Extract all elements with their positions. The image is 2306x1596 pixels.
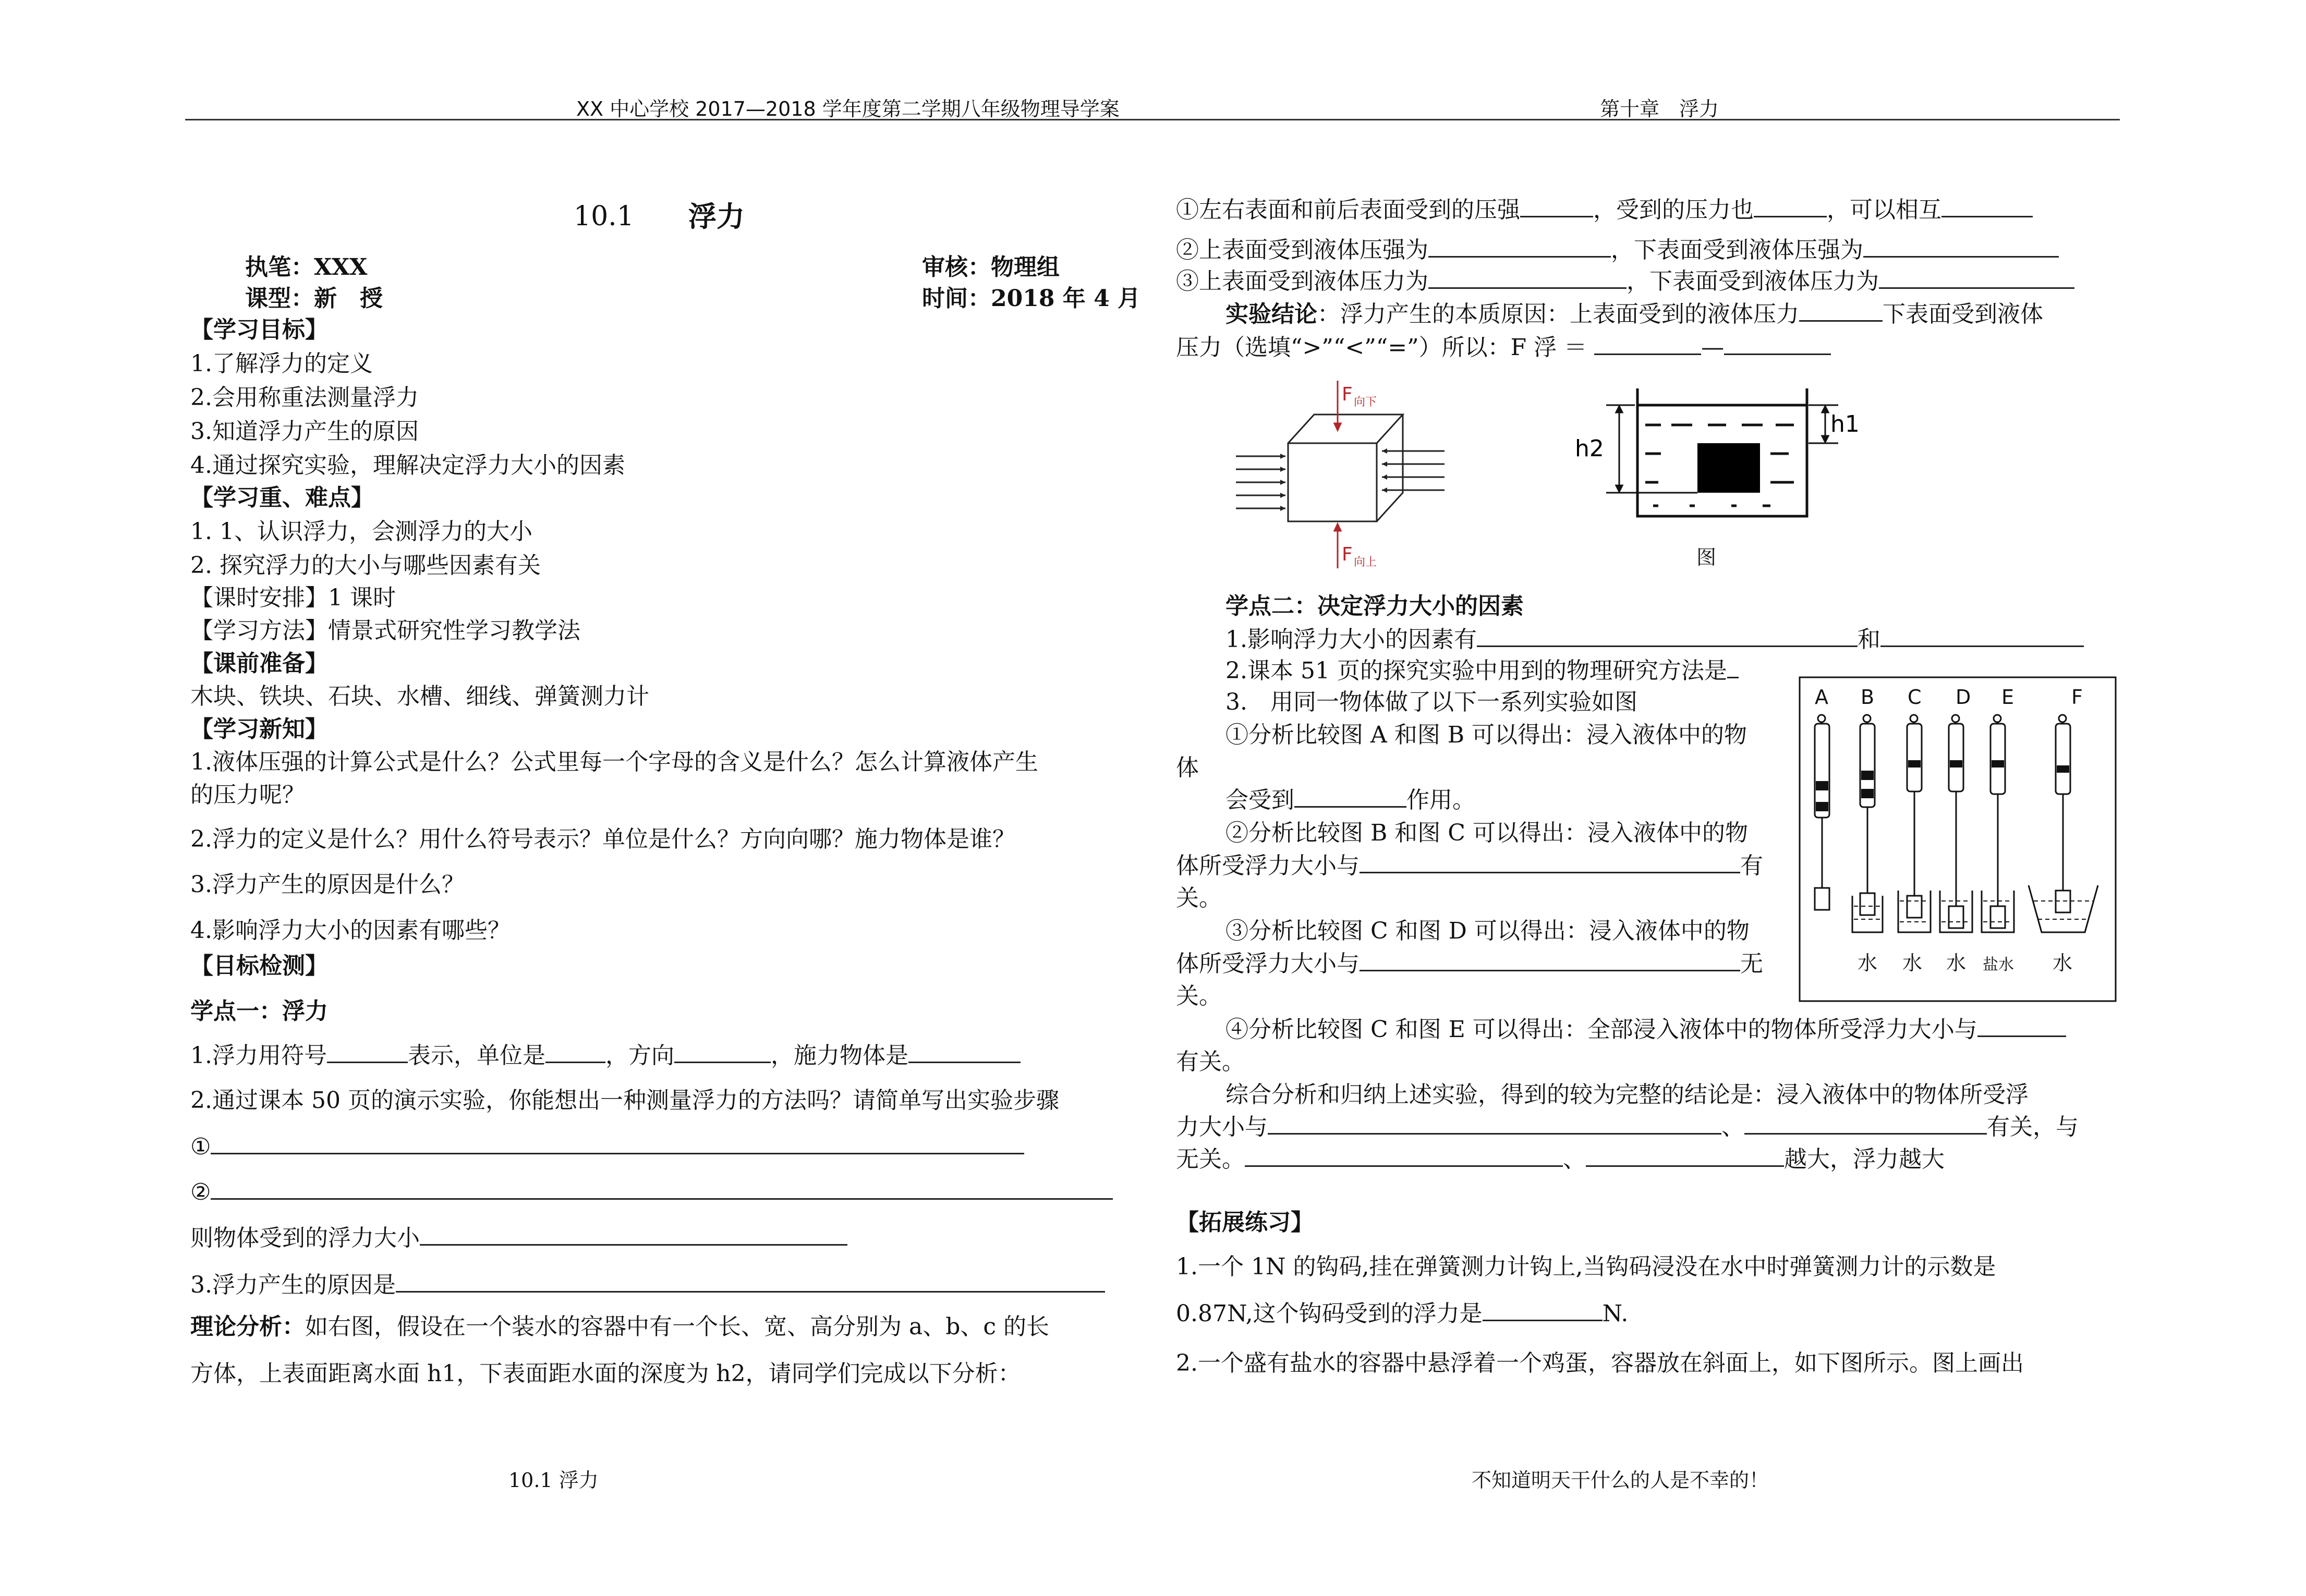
text: 和 (1857, 626, 1880, 653)
footer-section: 10.1 浮力 (508, 1469, 599, 1492)
text: 作用。 (1406, 787, 1475, 813)
cause-line (190, 1272, 1105, 1299)
text: 则物体受到的浮力大小 (190, 1225, 420, 1251)
label-d: D (1956, 686, 1971, 709)
blank[interactable] (1477, 627, 1858, 647)
beaker-f (2029, 885, 2098, 932)
text: 无关。 (1176, 1146, 1245, 1173)
blank[interactable] (1744, 1114, 1987, 1135)
text: — (1701, 334, 1725, 361)
schedule: 【课时安排】1 课时 (190, 584, 396, 611)
analysis-a3-end: 关。 (1176, 983, 1222, 1009)
blank-unit[interactable] (545, 1043, 605, 1063)
object-e (1991, 906, 2005, 928)
blank-agent[interactable] (908, 1043, 1021, 1063)
cube-top (1288, 415, 1403, 443)
study-method: 【学习方法】情景式研究性学习教学法 (190, 617, 580, 644)
figure-caption: 图 (1696, 546, 1717, 569)
blank[interactable] (1245, 1147, 1563, 1167)
theory-line-2: 方体，上表面距离水面 h1，下表面距水面的深度为 h2，请同学们完成以下分析： (190, 1360, 1021, 1387)
text: 1.浮力用符号 (190, 1042, 327, 1069)
analysis-a4 (1225, 1017, 2066, 1043)
header-rule (185, 119, 2120, 120)
submerged-block (1697, 443, 1760, 493)
question-1: 1.液体压强的计算公式是什么？公式里每一个字母的含义是什么？怎么计算液体产生 (190, 749, 1038, 775)
cube-front (1288, 443, 1377, 521)
text: 表示，单位是 (407, 1042, 545, 1069)
blank[interactable] (1863, 237, 2059, 258)
date: 时间：2018 年 4 月 (922, 285, 1141, 312)
text: ，下表面受到液体压强为 (1611, 237, 1863, 263)
header-school: XX 中心学校 2017—2018 学年度第二学期八年级物理导学案 (576, 98, 1120, 120)
scale-f (2056, 724, 2070, 794)
blank-direction[interactable] (674, 1043, 771, 1063)
text: 有 (1740, 852, 1763, 879)
text: 有关，与 (1987, 1114, 2079, 1140)
exercise-2: 2.一个盛有盐水的容器中悬浮着一个鸡蛋，容器放在斜面上，如下图所示。图上画出 (1176, 1350, 2024, 1376)
text: 会受到 (1225, 787, 1294, 813)
new-knowledge-heading: 【学习新知】 (190, 716, 328, 742)
liquid-dashes (1854, 901, 2093, 922)
liquid-d: 水 (1946, 952, 1967, 974)
cube-force-diagram (1231, 375, 1450, 574)
blank[interactable] (1941, 197, 2033, 217)
blank[interactable] (1428, 237, 1611, 258)
goals-heading: 【学习目标】 (190, 316, 328, 343)
blank[interactable] (1727, 658, 1739, 678)
object-b (1860, 893, 1875, 915)
text: ②上表面受到液体压强为 (1176, 237, 1428, 263)
blank[interactable] (1360, 951, 1740, 971)
theory-label: 理论分析： (190, 1313, 305, 1340)
h1-label: h1 (1830, 411, 1860, 437)
text: ，施力物体是 (770, 1042, 908, 1069)
conclusion-label: 实验结论 (1225, 301, 1317, 327)
text: 力大小与 (1176, 1114, 1268, 1140)
experiment-figure (1799, 677, 2117, 1003)
vertical-arrows (1334, 381, 1341, 568)
analysis-a3-fill (1176, 951, 1763, 978)
exercise-1: 1.一个 1N 的钩码,挂在弹簧测力计钩上,当钩码浸没在水中时弹簧测力计的示数是 (1176, 1253, 1996, 1280)
question-1-cont: 的压力呢？ (190, 782, 305, 808)
object-c (1907, 896, 1922, 918)
summary-line-2 (1176, 1114, 2079, 1141)
text: ：浮力产生的本质原因：上表面受到的液体压力 (1317, 301, 1799, 327)
reviewer: 审核：物理组 (922, 254, 1060, 281)
summary-line-3 (1176, 1147, 1945, 1173)
blank-step-1[interactable] (211, 1134, 1024, 1154)
blank[interactable] (1520, 197, 1593, 217)
blank-step-2[interactable] (211, 1179, 1113, 1200)
analysis-a4-end: 有关。 (1176, 1049, 1245, 1075)
analysis-a3: ③分析比较图 C 和图 D 可以得出：浸入液体中的物 (1225, 918, 1750, 944)
h2-label: h2 (1575, 435, 1604, 462)
scale-c (1907, 724, 1922, 791)
blank[interactable] (1360, 853, 1740, 873)
blank[interactable] (1799, 301, 1883, 322)
text: ，受到的压力也 (1593, 197, 1754, 223)
extension-heading: 【拓展练习】 (1176, 1209, 1314, 1236)
text: ，方向 (605, 1042, 674, 1069)
method-line (1225, 658, 1739, 685)
goal-item: 4.通过探究实验，理解决定浮力大小的因素 (190, 452, 625, 479)
blank[interactable] (1754, 197, 1827, 217)
label-f: F (2071, 686, 2083, 709)
blank-result[interactable] (420, 1225, 847, 1246)
analysis-2 (1176, 237, 2059, 264)
text: 体所受浮力大小与 (1176, 951, 1360, 977)
prep-heading: 【课前准备】 (190, 650, 328, 677)
liquid-c: 水 (1902, 952, 1923, 974)
key-points-heading: 【学习重、难点】 (190, 484, 374, 511)
text: 3.浮力产生的原因是 (190, 1272, 396, 1298)
text: N. (1602, 1300, 1629, 1327)
exercise-1-fill (1176, 1301, 1628, 1327)
analysis-a1: ①分析比较图 A 和图 B 可以得出：浸入液体中的物 (1225, 722, 1747, 748)
header-chapter: 第十章 浮力 (1600, 98, 1719, 120)
section-number: 10.1 (574, 201, 634, 232)
step-1 (190, 1134, 1024, 1161)
prep-materials: 木块、铁块、石块、水槽、细线、弹簧测力计 (190, 683, 649, 710)
blank[interactable] (1724, 335, 1831, 355)
force-up-label: F (1342, 544, 1353, 565)
scale-d (1949, 724, 1963, 791)
liquid-f: 水 (2053, 952, 2073, 974)
cube-side (1377, 415, 1403, 521)
text: 越大，浮力越大 (1784, 1146, 1945, 1173)
conclusion-line-1 (1225, 301, 2043, 328)
label-e: E (2001, 686, 2014, 709)
blank[interactable] (1268, 1114, 1721, 1135)
text: 无 (1740, 951, 1763, 977)
blank-symbol[interactable] (327, 1043, 408, 1063)
question-2: 2.浮力的定义是什么？用什么符号表示？单位是什么？方向向哪？施力物体是谁？ (190, 826, 1015, 852)
blank-cause[interactable] (396, 1272, 1105, 1293)
blank[interactable] (1879, 269, 2074, 289)
question-3: 3.浮力产生的原因是什么？ (190, 871, 465, 898)
right-arrows (1382, 451, 1445, 490)
blank[interactable] (1977, 1017, 2066, 1037)
text: 1.影响浮力大小的因素有 (1225, 626, 1477, 653)
result-line (190, 1225, 847, 1252)
container-depth-diagram (1575, 383, 1860, 571)
label-a: A (1815, 686, 1828, 709)
key-point: 2. 探究浮力的大小与哪些因素有关 (190, 552, 541, 579)
summary-line-1: 综合分析和归纳上述实验，得到的较为完整的结论是：浸入液体中的物体所受浮 (1225, 1081, 2029, 1108)
step-2 (190, 1179, 1113, 1206)
factor-line (1225, 627, 2084, 653)
text: 压力（选填“>”“<”“=”）所以：F 浮 ＝ (1176, 334, 1595, 361)
blank[interactable] (1428, 269, 1627, 289)
lesson-type: 课型：新 授 (245, 285, 383, 312)
goal-item: 1.了解浮力的定义 (190, 350, 373, 377)
blank[interactable] (1594, 335, 1701, 355)
liquid-b: 水 (1858, 952, 1878, 974)
text: 、 (1721, 1114, 1744, 1140)
conclusion-line-2 (1176, 335, 1831, 361)
footer-motto: 不知道明天干什么的人是不幸的！ (1472, 1469, 1769, 1492)
scale-e (1991, 724, 2005, 794)
h2-marker (1606, 405, 1697, 493)
blank[interactable] (1880, 627, 2084, 647)
text: ，下表面受到液体压力为 (1627, 268, 1879, 295)
theory-line-1 (190, 1314, 1049, 1341)
fill-in-1 (190, 1043, 1021, 1069)
target-check-heading: 【目标检测】 (190, 953, 328, 979)
beaker-b (1852, 896, 1883, 932)
analysis-a1-fill (1225, 787, 1475, 814)
text: 体所受浮力大小与 (1176, 852, 1360, 879)
text: 2.课本 51 页的探究实验中用到的物理研究方法是 (1225, 657, 1727, 684)
blank[interactable] (1586, 1147, 1784, 1167)
author: 执笔：XXX (245, 254, 368, 281)
blank[interactable] (1483, 1301, 1603, 1321)
object-a (1815, 888, 1829, 910)
text: 下表面受到液体 (1883, 301, 2043, 327)
text: ④分析比较图 C 和图 E 可以得出：全部浸入液体中的物体所受浮力大小与 (1225, 1016, 1977, 1043)
fill-in-2: 2.通过课本 50 页的演示实验，你能想出一种测量浮力的方法吗？请简单写出实验步骤 (190, 1087, 1059, 1114)
force-down-subscript: 向下 (1354, 396, 1377, 409)
text: 0.87N,这个钩码受到的浮力是 (1176, 1300, 1483, 1327)
object-d (1949, 906, 1963, 928)
analysis-a2: ②分析比较图 B 和图 C 可以得出：浸入液体中的物 (1225, 820, 1748, 846)
force-up-subscript: 向上 (1354, 556, 1377, 569)
question-4: 4.影响浮力大小的因素有哪些？ (190, 917, 511, 944)
goal-item: 3.知道浮力产生的原因 (190, 418, 419, 445)
step-marker: ① (190, 1134, 211, 1160)
blank[interactable] (1294, 787, 1406, 808)
page-title: 浮力 (688, 200, 745, 233)
text: ③上表面受到液体压力为 (1176, 268, 1428, 295)
liquid-e: 盐水 (1983, 956, 2014, 974)
experiment-intro: 3. 用同一物体做了以下一系列实验如图 (1225, 689, 1637, 715)
scale-markings (1816, 760, 2069, 811)
point-2-heading: 学点二：决定浮力大小的因素 (1225, 593, 1524, 619)
analysis-a2-fill (1176, 853, 1763, 880)
analysis-3 (1176, 269, 2074, 295)
beaker-c (1898, 891, 1931, 932)
text: ，可以相互 (1827, 197, 1941, 223)
label-b: B (1861, 686, 1875, 709)
left-arrows (1236, 456, 1285, 508)
key-point: 1. 1、认识浮力，会测浮力的大小 (190, 518, 532, 545)
label-c: C (1908, 686, 1922, 709)
analysis-1 (1176, 197, 2033, 224)
analysis-a2-end: 关。 (1176, 885, 1222, 911)
text: 、 (1563, 1146, 1586, 1173)
text: 如右图，假设在一个装水的容器中有一个长、宽、高分别为 a、b、c 的长 (305, 1313, 1050, 1340)
force-down-label: F (1342, 384, 1353, 405)
point-1-heading: 学点一：浮力 (190, 998, 328, 1025)
step-marker: ② (190, 1179, 211, 1205)
analysis-a1-cont: 体 (1176, 754, 1199, 781)
goal-item: 2.会用称重法测量浮力 (190, 384, 419, 411)
text: ①左右表面和前后表面受到的压强 (1176, 197, 1520, 223)
